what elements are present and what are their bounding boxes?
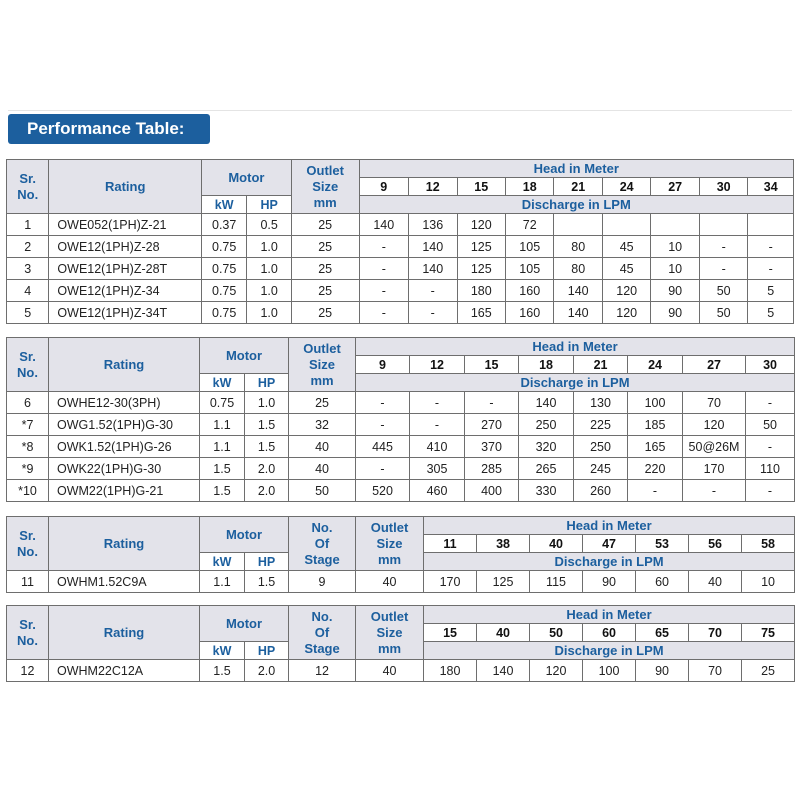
hp-value: 2.0 (245, 480, 289, 502)
rating-header: Rating (49, 338, 200, 392)
discharge-value: 90 (636, 660, 689, 682)
discharge-value (554, 214, 602, 236)
performance-table-1 (6, 159, 794, 324)
discharge-value: 265 (519, 458, 574, 480)
table-row (7, 458, 795, 480)
table-row (7, 236, 794, 258)
outlet-size-header: Outlet Size mm (356, 606, 424, 660)
table-row (7, 480, 795, 502)
hp-header: HP (245, 374, 289, 392)
kw-value: 1.1 (200, 414, 245, 436)
kw-value: 1.5 (200, 660, 245, 682)
discharge-value: 140 (519, 392, 574, 414)
hp-value: 1.5 (245, 414, 289, 436)
discharge-value: 120 (602, 280, 650, 302)
discharge-value: 105 (505, 236, 553, 258)
sr-no: *8 (7, 436, 49, 458)
outlet-value: 32 (289, 414, 356, 436)
rating: OWE12(1PH)Z-28 (49, 236, 202, 258)
rating: OWHE12-30(3PH) (49, 392, 200, 414)
discharge-value: 90 (651, 302, 699, 324)
head-in-meter-header: Head in Meter (424, 517, 795, 535)
discharge-value: 50 (699, 302, 747, 324)
head-value: 9 (356, 356, 410, 374)
table-row (7, 280, 794, 302)
table-row (7, 571, 795, 593)
hp-value: 1.0 (247, 280, 291, 302)
discharge-value: 140 (477, 660, 530, 682)
discharge-value: 160 (505, 280, 553, 302)
discharge-value: 165 (628, 436, 683, 458)
discharge-value: 250 (574, 436, 628, 458)
discharge-value: 225 (574, 414, 628, 436)
discharge-value: 10 (742, 571, 795, 593)
discharge-value: - (746, 480, 795, 502)
section-title: Performance Table: (8, 114, 210, 144)
discharge-value: 180 (424, 660, 477, 682)
discharge-value (602, 214, 650, 236)
discharge-value: 120 (683, 414, 746, 436)
discharge-value: 110 (746, 458, 795, 480)
head-value: 30 (699, 178, 747, 196)
stage-header: No. Of Stage (289, 517, 356, 571)
discharge-value: 160 (505, 302, 553, 324)
discharge-value: - (410, 392, 465, 414)
sr-no: *10 (7, 480, 49, 502)
discharge-value: 25 (742, 660, 795, 682)
head-value: 38 (477, 535, 530, 553)
table-row (7, 214, 794, 236)
hp-value: 1.5 (245, 436, 289, 458)
sr-no: 5 (7, 302, 49, 324)
stage-header: No. Of Stage (289, 606, 356, 660)
head-in-meter-header: Head in Meter (359, 160, 793, 178)
discharge-value: - (410, 414, 465, 436)
motor-header: Motor (200, 517, 289, 553)
kw-value: 0.75 (201, 302, 246, 324)
discharge-value: - (359, 302, 408, 324)
stage-value: 12 (289, 660, 356, 682)
head-value: 18 (519, 356, 574, 374)
head-value: 65 (636, 624, 689, 642)
discharge-value: 115 (530, 571, 583, 593)
hp-header: HP (247, 196, 291, 214)
discharge-value: 400 (465, 480, 519, 502)
rating: OWM22(1PH)G-21 (49, 480, 200, 502)
rating-header: Rating (49, 517, 200, 571)
discharge-value: - (359, 236, 408, 258)
kw-value: 0.75 (201, 258, 246, 280)
head-value: 15 (457, 178, 505, 196)
head-value: 40 (477, 624, 530, 642)
outlet-value: 25 (289, 392, 356, 414)
discharge-value: 70 (683, 392, 746, 414)
discharge-value: 270 (465, 414, 519, 436)
rating: OWK22(1PH)G-30 (49, 458, 200, 480)
discharge-value: - (746, 392, 795, 414)
discharge-value: 5 (748, 280, 794, 302)
table-row (7, 414, 795, 436)
outlet-value: 50 (289, 480, 356, 502)
discharge-value: 10 (651, 236, 699, 258)
hp-value: 1.0 (247, 302, 291, 324)
head-value: 15 (465, 356, 519, 374)
discharge-value: 305 (410, 458, 465, 480)
discharge-value: 260 (574, 480, 628, 502)
discharge-value: - (699, 236, 747, 258)
kw-value: 0.37 (201, 214, 246, 236)
kw-value: 0.75 (200, 392, 245, 414)
sr-no: 2 (7, 236, 49, 258)
discharge-value: 45 (602, 236, 650, 258)
discharge-value: 285 (465, 458, 519, 480)
head-value: 58 (742, 535, 795, 553)
outlet-size-header: Outlet Size mm (356, 517, 424, 571)
discharge-value: 410 (410, 436, 465, 458)
discharge-value: 45 (602, 258, 650, 280)
discharge-header: Discharge in LPM (359, 196, 793, 214)
head-value: 30 (746, 356, 795, 374)
sr-no: 11 (7, 571, 49, 593)
discharge-value: 40 (689, 571, 742, 593)
kw-value: 1.1 (200, 571, 245, 593)
discharge-value: 50 (699, 280, 747, 302)
kw-header: kW (201, 196, 246, 214)
discharge-value: 10 (651, 258, 699, 280)
discharge-value: 120 (602, 302, 650, 324)
discharge-value: 136 (409, 214, 457, 236)
discharge-value: 100 (628, 392, 683, 414)
outlet-value: 40 (356, 571, 424, 593)
discharge-value: 50@26M (683, 436, 746, 458)
head-value: 27 (651, 178, 699, 196)
discharge-value: 165 (457, 302, 505, 324)
table-row (7, 258, 794, 280)
head-value: 53 (636, 535, 689, 553)
head-in-meter-header: Head in Meter (356, 338, 795, 356)
discharge-value: 130 (574, 392, 628, 414)
top-divider (8, 110, 792, 111)
discharge-value: 180 (457, 280, 505, 302)
outlet-size-header: Outlet Size mm (289, 338, 356, 392)
kw-header: kW (200, 374, 245, 392)
performance-table-2 (6, 337, 795, 502)
discharge-value: 185 (628, 414, 683, 436)
outlet-value: 25 (291, 258, 359, 280)
rating-header: Rating (49, 606, 200, 660)
outlet-value: 40 (289, 436, 356, 458)
discharge-value: - (409, 302, 457, 324)
table-row (7, 660, 795, 682)
sr-no: 6 (7, 392, 49, 414)
sr-no-header: Sr. No. (7, 160, 49, 214)
head-value: 47 (583, 535, 636, 553)
head-value: 24 (602, 178, 650, 196)
discharge-value: 445 (356, 436, 410, 458)
hp-value: 1.0 (247, 258, 291, 280)
rating-header: Rating (49, 160, 202, 214)
kw-value: 0.75 (201, 236, 246, 258)
discharge-value: 520 (356, 480, 410, 502)
rating: OWK1.52(1PH)G-26 (49, 436, 200, 458)
head-value: 60 (583, 624, 636, 642)
discharge-value: 90 (583, 571, 636, 593)
discharge-value: 245 (574, 458, 628, 480)
outlet-value: 25 (291, 236, 359, 258)
rating: OWHM1.52C9A (49, 571, 200, 593)
motor-header: Motor (201, 160, 291, 196)
discharge-value (699, 214, 747, 236)
discharge-value: 80 (554, 258, 602, 280)
hp-value: 1.0 (245, 392, 289, 414)
discharge-value: - (748, 258, 794, 280)
head-value: 56 (689, 535, 742, 553)
discharge-value: - (359, 258, 408, 280)
hp-value: 2.0 (245, 660, 289, 682)
discharge-value: 100 (583, 660, 636, 682)
head-value: 21 (554, 178, 602, 196)
hp-value: 0.5 (247, 214, 291, 236)
motor-header: Motor (200, 338, 289, 374)
table-row (7, 302, 794, 324)
head-value: 50 (530, 624, 583, 642)
discharge-value: 125 (457, 236, 505, 258)
hp-header: HP (245, 553, 289, 571)
discharge-value: - (356, 392, 410, 414)
sr-no: 3 (7, 258, 49, 280)
head-value: 34 (748, 178, 794, 196)
discharge-value: - (465, 392, 519, 414)
discharge-value: 140 (554, 302, 602, 324)
hp-header: HP (245, 642, 289, 660)
discharge-value: 80 (554, 236, 602, 258)
kw-value: 1.1 (200, 436, 245, 458)
kw-value: 1.5 (200, 458, 245, 480)
discharge-value: - (699, 258, 747, 280)
discharge-value: 320 (519, 436, 574, 458)
hp-value: 1.5 (245, 571, 289, 593)
discharge-header: Discharge in LPM (424, 642, 795, 660)
head-value: 15 (424, 624, 477, 642)
discharge-header: Discharge in LPM (424, 553, 795, 571)
sr-no-header: Sr. No. (7, 517, 49, 571)
discharge-value: - (746, 436, 795, 458)
rating: OWE052(1PH)Z-21 (49, 214, 202, 236)
head-value: 18 (505, 178, 553, 196)
hp-value: 1.0 (247, 236, 291, 258)
head-value: 9 (359, 178, 408, 196)
discharge-value: 90 (651, 280, 699, 302)
discharge-value: - (359, 280, 408, 302)
discharge-value: - (356, 458, 410, 480)
hp-value: 2.0 (245, 458, 289, 480)
discharge-value (748, 214, 794, 236)
head-value: 75 (742, 624, 795, 642)
discharge-value: 125 (477, 571, 530, 593)
discharge-value: - (628, 480, 683, 502)
kw-value: 1.5 (200, 480, 245, 502)
table-row (7, 392, 795, 414)
stage-value: 9 (289, 571, 356, 593)
outlet-value: 25 (291, 302, 359, 324)
rating: OWE12(1PH)Z-28T (49, 258, 202, 280)
discharge-value: 250 (519, 414, 574, 436)
discharge-value: 5 (748, 302, 794, 324)
discharge-value: 460 (410, 480, 465, 502)
sr-no: 12 (7, 660, 49, 682)
discharge-value: - (683, 480, 746, 502)
head-value: 70 (689, 624, 742, 642)
discharge-value: - (748, 236, 794, 258)
head-in-meter-header: Head in Meter (424, 606, 795, 624)
outlet-value: 25 (291, 214, 359, 236)
discharge-value: 125 (457, 258, 505, 280)
discharge-value: 220 (628, 458, 683, 480)
head-value: 27 (683, 356, 746, 374)
discharge-value: 330 (519, 480, 574, 502)
head-value: 40 (530, 535, 583, 553)
discharge-value: 140 (409, 258, 457, 280)
kw-header: kW (200, 553, 245, 571)
discharge-value: 70 (689, 660, 742, 682)
discharge-header: Discharge in LPM (356, 374, 795, 392)
sr-no: *7 (7, 414, 49, 436)
head-value: 21 (574, 356, 628, 374)
outlet-value: 40 (289, 458, 356, 480)
performance-table-3 (6, 516, 795, 593)
discharge-value: 140 (409, 236, 457, 258)
rating: OWE12(1PH)Z-34T (49, 302, 202, 324)
discharge-value: 170 (424, 571, 477, 593)
discharge-value: 50 (746, 414, 795, 436)
discharge-value: 120 (457, 214, 505, 236)
performance-table-4 (6, 605, 795, 682)
rating: OWG1.52(1PH)G-30 (49, 414, 200, 436)
sr-no-header: Sr. No. (7, 606, 49, 660)
sr-no: 1 (7, 214, 49, 236)
discharge-value: 72 (505, 214, 553, 236)
discharge-value: 105 (505, 258, 553, 280)
sr-no: *9 (7, 458, 49, 480)
outlet-size-header: Outlet Size mm (291, 160, 359, 214)
head-value: 11 (424, 535, 477, 553)
discharge-value: 370 (465, 436, 519, 458)
discharge-value: 140 (554, 280, 602, 302)
motor-header: Motor (200, 606, 289, 642)
kw-header: kW (200, 642, 245, 660)
rating: OWHM22C12A (49, 660, 200, 682)
rating: OWE12(1PH)Z-34 (49, 280, 202, 302)
discharge-value: - (409, 280, 457, 302)
sr-no: 4 (7, 280, 49, 302)
sr-no-header: Sr. No. (7, 338, 49, 392)
discharge-value: 170 (683, 458, 746, 480)
head-value: 24 (628, 356, 683, 374)
discharge-value: - (356, 414, 410, 436)
head-value: 12 (409, 178, 457, 196)
discharge-value: 120 (530, 660, 583, 682)
discharge-value: 140 (359, 214, 408, 236)
outlet-value: 25 (291, 280, 359, 302)
outlet-value: 40 (356, 660, 424, 682)
discharge-value: 60 (636, 571, 689, 593)
discharge-value (651, 214, 699, 236)
table-row (7, 436, 795, 458)
head-value: 12 (410, 356, 465, 374)
kw-value: 0.75 (201, 280, 246, 302)
